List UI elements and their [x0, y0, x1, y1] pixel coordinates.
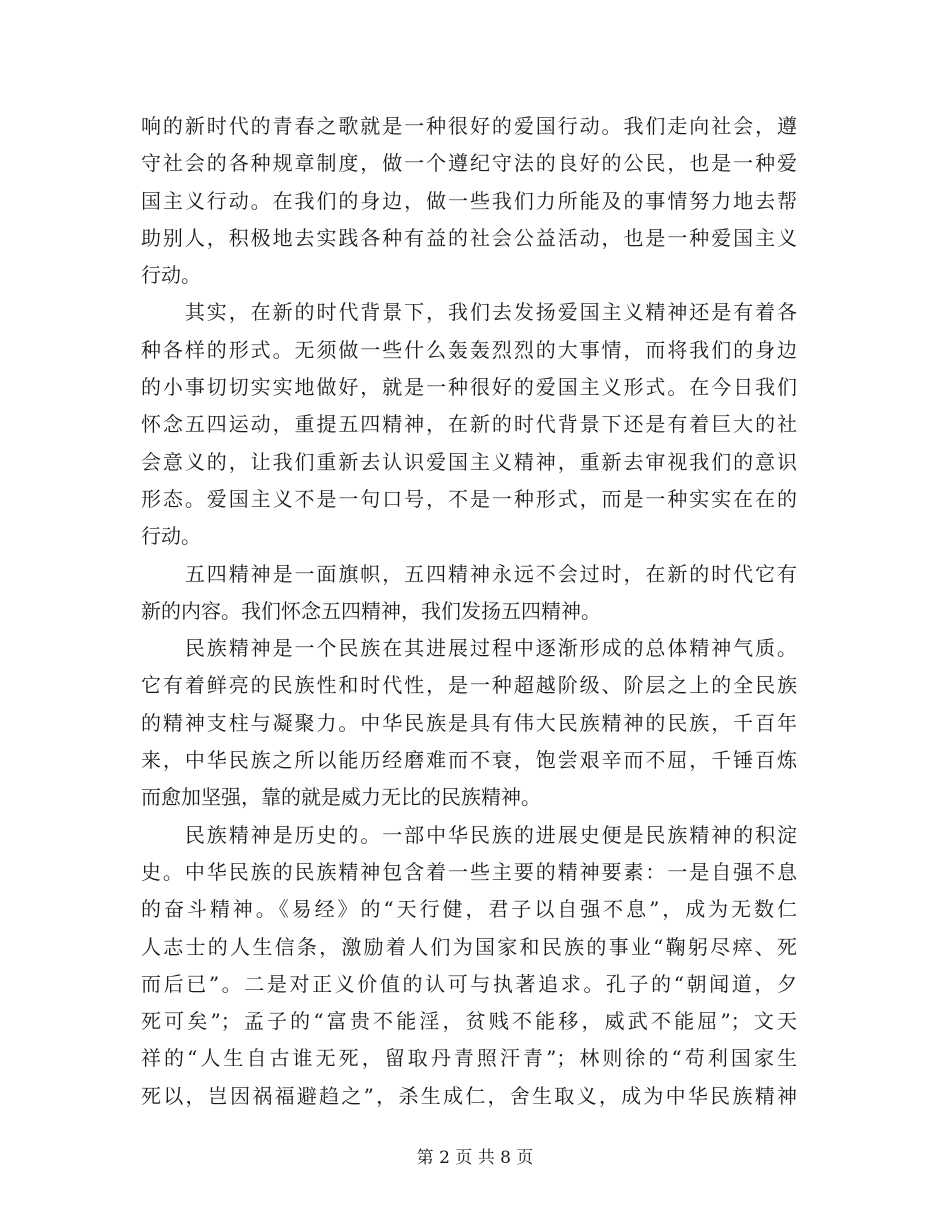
- text-line: 助别人，积极地去实践各种有益的社会公益活动，也是一种爱国主义: [141, 225, 797, 250]
- page-number-footer: 第 2 页 共 8 页: [416, 1148, 534, 1168]
- body-text: [141, 108, 797, 1115]
- text-line: 而愈加坚强，靠的就是威力无比的民族精神。: [141, 785, 541, 810]
- text-line: 国主义行动。在我们的身边，做一些我们力所能及的事情努力地去帮: [141, 188, 797, 213]
- text-line: 史。中华民族的民族精神包含着一些主要的精神要素：一是自强不息: [141, 859, 797, 884]
- text-line: 新的内容。我们怀念五四精神，我们发扬五四精神。: [141, 598, 601, 623]
- text-line: 它有着鲜亮的民族性和时代性，是一种超越阶级、阶层之上的全民族: [141, 673, 797, 698]
- text-line: 死可矣”；孟子的“富贵不能淫，贫贱不能移，威武不能屈”；文天: [141, 1009, 797, 1034]
- text-line: 怀念五四运动，重提五四精神，在新的时代背景下还是有着巨大的社: [141, 412, 797, 437]
- text-line: 守社会的各种规章制度，做一个遵纪守法的良好的公民，也是一种爱: [141, 151, 797, 176]
- text-line: 死以，岂因祸福避趋之”，杀生成仁，舍生取义，成为中华民族精神: [141, 1083, 797, 1108]
- text-line: 人志士的人生信条，激励着人们为国家和民族的事业“鞠躬尽瘁、死: [141, 934, 797, 959]
- text-line: 的精神支柱与凝聚力。中华民族是具有伟大民族精神的民族，千百年: [141, 710, 797, 735]
- text-line: 民族精神是历史的。一部中华民族的进展史便是民族精神的积淀: [141, 822, 797, 847]
- text-line: 而后已”。二是对正义价值的认可与执著追求。孔子的“朝闻道，夕: [141, 971, 797, 996]
- text-line: 来，中华民族之所以能历经磨难而不衰，饱尝艰辛而不屈，千锤百炼: [141, 748, 797, 773]
- text-line: 响的新时代的青春之歌就是一种很好的爱国行动。我们走向社会，遵: [141, 114, 797, 138]
- text-line: 行动。: [141, 524, 201, 549]
- text-line: 会意义的，让我们重新去认识爱国主义精神，重新去审视我们的意识: [141, 449, 797, 474]
- text-line: 行动。: [141, 263, 201, 288]
- text-line: 五四精神是一面旗帜，五四精神永远不会过时，在新的时代它有: [141, 561, 797, 586]
- text-line: 其实，在新的时代背景下，我们去发扬爱国主义精神还是有着各: [141, 300, 797, 325]
- text-line: 祥的“人生自古谁无死，留取丹青照汗青”；林则徐的“苟利国家生: [141, 1046, 797, 1071]
- text-line: 形态。爱国主义不是一句口号，不是一种形式，而是一种实实在在的: [141, 486, 797, 511]
- text-line: 民族精神是一个民族在其进展过程中逐渐形成的总体精神气质。: [141, 636, 797, 661]
- text-line: 的小事切切实实地做好，就是一种很好的爱国主义形式。在今日我们: [141, 375, 797, 400]
- text-line: 的奋斗精神。《易经》的“天行健，君子以自强不息”，成为无数仁: [141, 897, 797, 922]
- text-line: 种各样的形式。无须做一些什么轰轰烈烈的大事情，而将我们的身边: [141, 337, 797, 362]
